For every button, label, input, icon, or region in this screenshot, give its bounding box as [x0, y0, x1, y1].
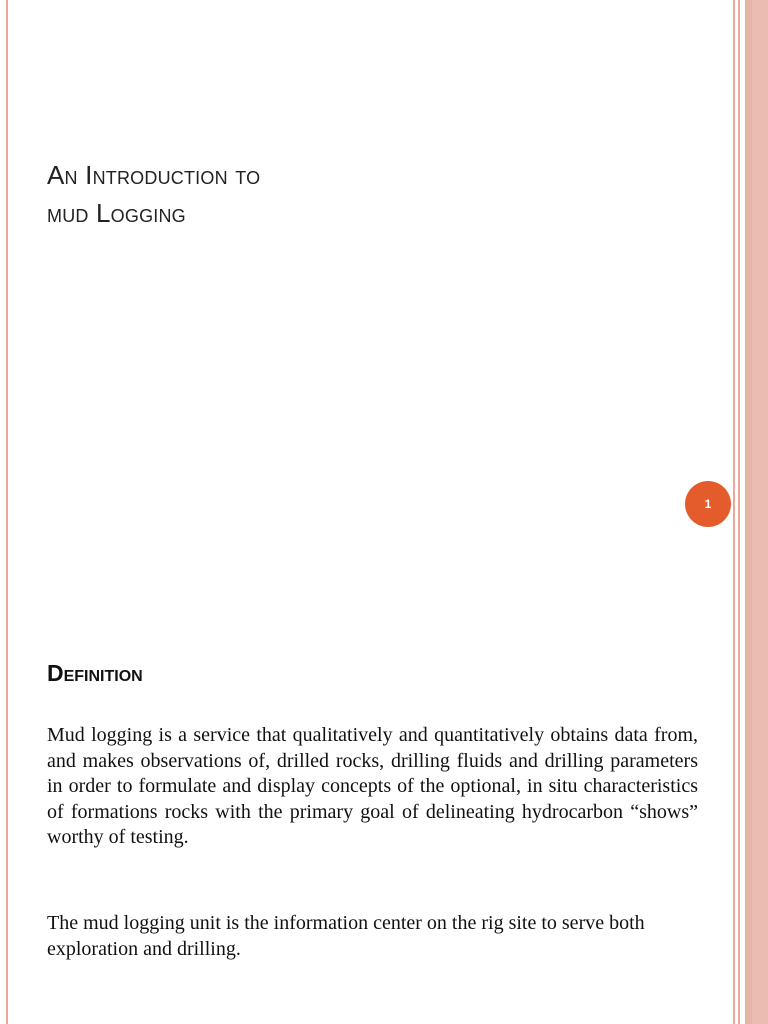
info-paragraph: The mud logging unit is the information center on the rig site to serve both exploration and drilling.: [47, 912, 645, 960]
section-heading: Definition: [47, 660, 143, 686]
slide-title-line1: An Introduction to: [47, 160, 261, 190]
slide-title-line2: mud Logging: [47, 198, 186, 228]
right-border-band-inner: [752, 0, 768, 1024]
slide-title: [47, 156, 260, 232]
definition-paragraph: Mud logging is a service that qualitatively and quantitatively obtains data from, and makes observations of, drilled rocks, drilling fluids and drilling parameters in order to formulate and display concepts of the optional, in situ characteristics of formations rocks with the primary goal of delineating hydrocarbon “shows” worthy of testing.: [47, 724, 698, 848]
slide-number-badge: 1: [685, 481, 731, 527]
right-border-line: [738, 0, 740, 1024]
right-border-line: [733, 0, 735, 1024]
left-border-line: [6, 0, 8, 1024]
